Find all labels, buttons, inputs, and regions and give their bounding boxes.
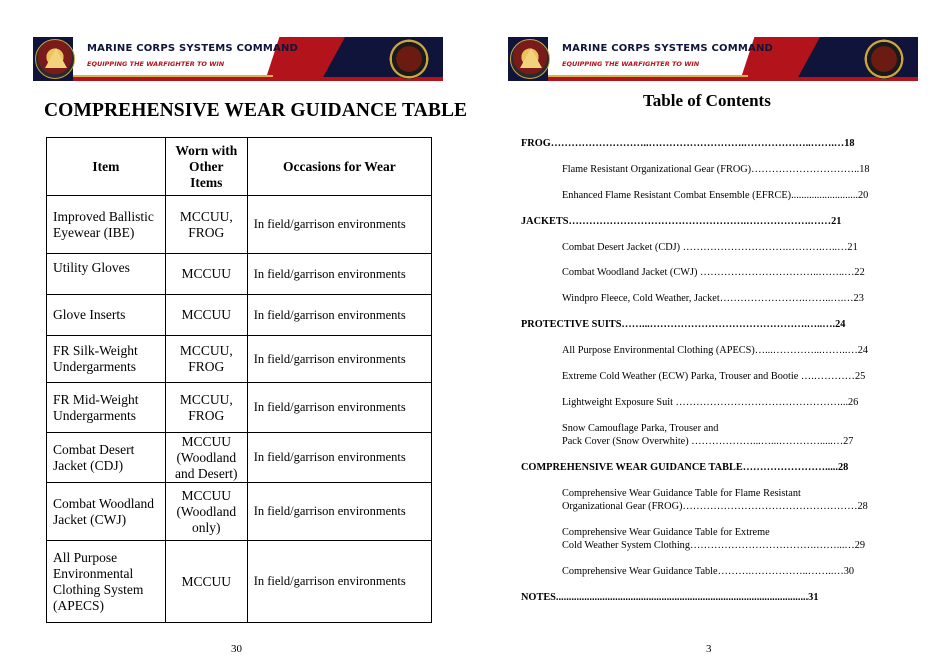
banner-motto: EQUIPPING THE WARFIGHTER TO WIN bbox=[562, 60, 700, 68]
toc-entry[interactable]: PROTECTIVE SUITS……...……………………………………….…..….24 bbox=[521, 319, 846, 330]
page-number-right: 3 bbox=[706, 643, 712, 655]
toc-entry[interactable]: Comprehensive Wear Guidance Table for Flame Resistant bbox=[562, 488, 801, 499]
toc-entry[interactable]: All Purpose Environmental Clothing (APECS)…...…………...……..…24 bbox=[562, 345, 869, 356]
header-item: Item bbox=[47, 138, 166, 196]
worn-cell: MCCUU, FROG bbox=[165, 196, 247, 254]
toc-entry[interactable]: Enhanced Flame Resistant Combat Ensemble (EFRCE)..........................20 bbox=[562, 190, 869, 201]
occasion-cell: In field/garrison environments bbox=[247, 541, 431, 623]
item-cell: Combat Desert Jacket (CDJ) bbox=[47, 433, 166, 483]
occasion-cell: In field/garrison environments bbox=[247, 336, 431, 383]
worn-cell: MCCUU, FROG bbox=[165, 336, 247, 383]
toc-entry[interactable]: Cold Weather System Clothing……………………………….……...…29 bbox=[562, 540, 866, 551]
toc-title: Table of Contents bbox=[643, 91, 771, 110]
page-number-left: 30 bbox=[231, 643, 242, 655]
toc-entry[interactable]: Lightweight Exposure Suit …………………………………………...26 bbox=[562, 397, 859, 408]
page-title: COMPREHENSIVE WEAR GUIDANCE TABLE bbox=[44, 100, 468, 121]
item-cell: All Purpose Environmental Clothing System (APECS) bbox=[47, 541, 166, 623]
mcsc-emblem-icon bbox=[35, 39, 75, 79]
toc-entry[interactable]: FROG………………………..……………………….………………..…….…18 bbox=[521, 138, 855, 149]
banner-org-title: MARINE CORPS SYSTEMS COMMAND bbox=[87, 43, 299, 54]
worn-cell: MCCUU (Woodland only) bbox=[165, 483, 247, 541]
banner-org-title: MARINE CORPS SYSTEMS COMMAND bbox=[562, 43, 774, 54]
item-cell: Improved Ballistic Eyewear (IBE) bbox=[47, 196, 166, 254]
worn-cell: MCCUU bbox=[165, 541, 247, 623]
table-row bbox=[47, 433, 432, 483]
header-occasions: Occasions for Wear bbox=[247, 138, 431, 196]
toc-entry[interactable]: COMPREHENSIVE WEAR GUIDANCE TABLE…………………….....28 bbox=[521, 462, 849, 473]
occasion-cell: In field/garrison environments bbox=[247, 483, 431, 541]
toc-entry[interactable]: Combat Woodland Jacket (CWJ) ……………………………..……..…22 bbox=[562, 267, 865, 278]
toc-entry[interactable]: Organizational Gear (FROG)……………………………………………28 bbox=[562, 501, 868, 512]
mcsc-emblem-icon bbox=[510, 39, 550, 79]
wear-guidance-table bbox=[46, 137, 432, 623]
occasion-cell: In field/garrison environments bbox=[247, 383, 431, 433]
item-cell: Combat Woodland Jacket (CWJ) bbox=[47, 483, 166, 541]
item-cell: FR Silk-Weight Undergarments bbox=[47, 336, 166, 383]
table-row bbox=[47, 336, 432, 383]
toc-entry[interactable]: Extreme Cold Weather (ECW) Parka, Trouser and Bootie ….…………25 bbox=[562, 371, 866, 382]
seal-emblem-icon bbox=[864, 39, 904, 79]
toc-entry[interactable]: Flame Resistant Organizational Gear (FROG)…………………………..18 bbox=[562, 164, 870, 175]
header-banner-left bbox=[33, 37, 443, 81]
header-worn-with: Worn with Other Items bbox=[165, 138, 247, 196]
table-header-row bbox=[47, 138, 432, 196]
occasion-cell: In field/garrison environments bbox=[247, 196, 431, 254]
toc-entry[interactable]: Pack Cover (Snow Overwhite) ………………...…...………….....…27 bbox=[562, 436, 854, 447]
toc-entry[interactable]: Snow Camouflage Parka, Trouser and bbox=[562, 423, 719, 434]
worn-cell: MCCUU (Woodland and Desert) bbox=[165, 433, 247, 483]
item-cell: Glove Inserts bbox=[47, 295, 166, 336]
worn-cell: MCCUU, FROG bbox=[165, 383, 247, 433]
table-row bbox=[47, 254, 432, 295]
occasion-cell: In field/garrison environments bbox=[247, 433, 431, 483]
toc-entry[interactable]: JACKETS…………………………………………….……………….……21 bbox=[521, 216, 842, 227]
item-cell: Utility Gloves bbox=[47, 254, 166, 295]
table-row bbox=[47, 383, 432, 433]
item-cell: FR Mid-Weight Undergarments bbox=[47, 383, 166, 433]
seal-emblem-icon bbox=[389, 39, 429, 79]
toc-entry[interactable]: Windpro Fleece, Cold Weather, Jacket…………………….……..….…23 bbox=[562, 293, 864, 304]
toc-entry[interactable]: NOTES..................................................................................................31 bbox=[521, 592, 819, 603]
occasion-cell: In field/garrison environments bbox=[247, 254, 431, 295]
table-row bbox=[47, 483, 432, 541]
banner-motto: EQUIPPING THE WARFIGHTER TO WIN bbox=[87, 60, 225, 68]
table-row bbox=[47, 295, 432, 336]
table-row bbox=[47, 541, 432, 623]
toc-entry[interactable]: Comprehensive Wear Guidance Table for Extreme bbox=[562, 527, 770, 538]
toc-entry[interactable]: Combat Desert Jacket (CDJ) ………………………….……….…..…21 bbox=[562, 242, 858, 253]
occasion-cell: In field/garrison environments bbox=[247, 295, 431, 336]
table-row bbox=[47, 196, 432, 254]
worn-cell: MCCUU bbox=[165, 295, 247, 336]
header-banner-right bbox=[508, 37, 918, 81]
worn-cell: MCCUU bbox=[165, 254, 247, 295]
toc-entry[interactable]: Comprehensive Wear Guidance Table……….……………..……..…30 bbox=[562, 566, 855, 577]
